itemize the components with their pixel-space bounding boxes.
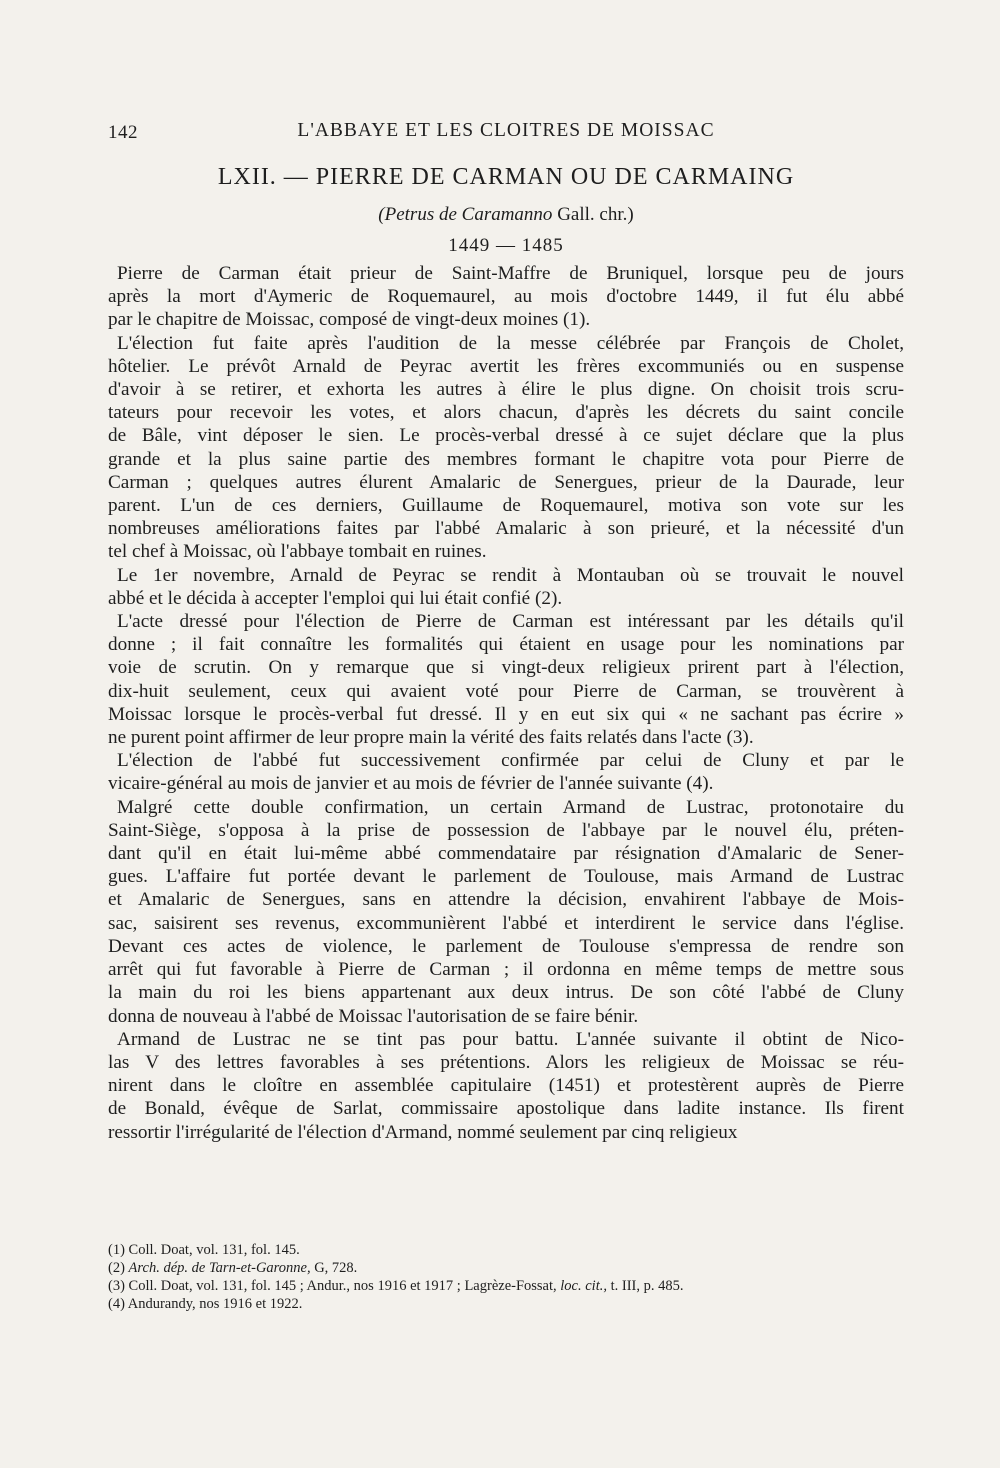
running-header xyxy=(108,118,904,146)
text-line: dix-huit seulement, ceux qui avaient voté pour Pierre de Carman, se trouvèrent à xyxy=(108,680,904,702)
footnote-italic: Arch. dép. de Tarn-et-Garonne, xyxy=(128,1260,311,1276)
text-line: tel chef à Moissac, où l'abbaye tombait en ruines. xyxy=(108,541,487,563)
footnote-text: t. III, p. 485. xyxy=(607,1278,684,1294)
paragraph xyxy=(108,796,904,1028)
text-line: dant qu'il en était lui-même abbé commendataire par résignation d'Amalaric de Sener- xyxy=(108,843,904,865)
paragraph xyxy=(108,332,904,564)
text-line: donne ; il fait connaître les formalités qui étaient en usage pour les nominations par xyxy=(108,634,904,656)
footnote xyxy=(108,1295,904,1313)
body-text xyxy=(108,262,904,1144)
text-line: hôtelier. Le prévôt Arnald de Peyrac avertit les frères excommuniés ou en suspense xyxy=(108,355,904,377)
text-line: grande et la plus saine partie des membres formant le chapitre vota pour Pierre de xyxy=(108,448,904,470)
text-line: gues. L'affaire fut portée devant le parlement de Toulouse, mais Armand de Lustrac xyxy=(108,866,904,888)
text-line: L'acte dressé pour l'élection de Pierre de Carman est intéressant par les détails qu'il xyxy=(117,611,904,633)
text-line: Malgré cette double confirmation, un certain Armand de Lustrac, protonotaire du xyxy=(117,796,904,818)
chapter-title: LXII. — PIERRE DE CARMAN OU DE CARMAING xyxy=(217,164,795,190)
text-line: Devant ces actes de violence, le parlement de Toulouse s'empressa de rendre son xyxy=(108,935,904,957)
footnote-text: (3) Coll. Doat, vol. 131, fol. 145 ; Andur., nos 1916 et 1917 ; Lagrèze-Fossat, xyxy=(108,1278,561,1294)
text-line: nombreuses améliorations faites par l'abbé Amalaric à son prieuré, et la nécessité d'un xyxy=(108,518,904,540)
text-line: abbé et le décida à accepter l'emploi qui lui était confié (2). xyxy=(108,587,563,609)
text-line: las V des lettres favorables à ses prétentions. Alors les religieux de Moissac se réu- xyxy=(108,1051,904,1073)
text-line: et Amalaric de Senergues, sans en attendre la décision, envahirent l'abbaye de Mois- xyxy=(108,889,904,911)
text-line: d'avoir à se retirer, et exhorta les autres à élire le plus digne. On choisit trois scru- xyxy=(108,379,904,401)
footnote-italic: loc. cit., xyxy=(560,1278,607,1294)
footnote xyxy=(108,1241,904,1259)
running-title: L'ABBAYE ET LES CLOITRES DE MOISSAC xyxy=(297,120,715,141)
text-line: Armand de Lustrac ne se tint pas pour battu. L'année suivante il obtint de Nico- xyxy=(117,1028,904,1050)
footnotes xyxy=(108,1241,904,1313)
text-line: L'élection fut faite après l'audition de la messe célébrée par François de Cholet, xyxy=(117,332,904,354)
text-line: ressortir l'irrégularité de l'élection d'Armand, nommé seulement par cinq religieux xyxy=(108,1121,738,1143)
text-line: Saint-Siège, s'opposa à la prise de possession de l'abbaye par le nouvel élu, préten- xyxy=(108,819,904,841)
footnote xyxy=(108,1277,904,1295)
text-line: de Bâle, vint déposer le sien. Le procès-verbal dressé à ce sujet déclare que la plus xyxy=(108,425,904,447)
text-line: Pierre de Carman était prieur de Saint-Maffre de Bruniquel, lorsque peu de jours xyxy=(117,263,904,284)
text-line: ne purent point affirmer de leur propre main la vérité des faits relatés dans l'acte (3). xyxy=(108,727,754,749)
text-line: vicaire-général au mois de janvier et au mois de février de l'année suivante (4). xyxy=(108,773,714,795)
text-line: voie de scrutin. On y remarque que si vingt-deux religieux prirent part à l'élection, xyxy=(108,657,904,679)
text-line: parent. L'un de ces derniers, Guillaume de Roquemaurel, motiva son vote sur les xyxy=(108,495,904,517)
footnote-text: (2) xyxy=(108,1260,129,1276)
chapter-dates: 1449 — 1485 xyxy=(448,235,564,256)
paragraph xyxy=(108,1028,904,1144)
paragraph xyxy=(108,564,904,610)
footnote xyxy=(108,1259,904,1277)
chapter-subtitle xyxy=(108,204,904,226)
paragraph xyxy=(108,749,904,795)
text-line: par le chapitre de Moissac, composé de vingt-deux moines (1). xyxy=(108,309,591,331)
text-line: nirent dans le cloître en assemblée capitulaire (1451) et protestèrent auprès de Pierre xyxy=(108,1075,904,1097)
text-line: après la mort d'Aymeric de Roquemaurel, au mois d'octobre 1449, il fut élu abbé xyxy=(108,286,904,308)
text-line: donna de nouveau à l'abbé de Moissac l'autorisation de se faire bénir. xyxy=(108,1005,639,1027)
text-line: L'élection de l'abbé fut successivement confirmée par celui de Cluny et par le xyxy=(117,750,904,772)
footnote-text: (1) Coll. Doat, vol. 131, fol. 145. xyxy=(108,1242,300,1258)
paragraph xyxy=(108,610,904,749)
text-line: sac, saisirent ses revenus, excommunièrent l'abbé et interdirent le service dans l'église. xyxy=(108,912,904,934)
footnote-text: (4) Andurandy, nos 1916 et 1922. xyxy=(108,1296,303,1312)
subtitle-latin-name: (Petrus de Caramanno xyxy=(378,204,553,225)
text-line: tateurs pour recevoir les votes, et alors chacun, d'après les décrets du saint concile xyxy=(108,402,904,424)
page-number: 142 xyxy=(108,122,138,143)
subtitle-source: Gall. chr.) xyxy=(552,204,634,225)
footnote-text: G, 728. xyxy=(310,1260,358,1276)
text-line: de Bonald, évêque de Sarlat, commissaire apostolique dans ladite instance. Ils firent xyxy=(108,1098,904,1120)
text-line: Carman ; quelques autres élurent Amalaric de Senergues, prieur de la Daurade, leur xyxy=(108,471,904,493)
text-line: Le 1er novembre, Arnald de Peyrac se rendit à Montauban où se trouvait le nouvel xyxy=(117,564,904,586)
text-line: arrêt qui fut favorable à Pierre de Carman ; il ordonna en même temps de mettre sous xyxy=(108,959,904,981)
paragraph xyxy=(108,262,904,332)
text-line: la main du roi les biens appartenant aux deux intrus. De son côté l'abbé de Cluny xyxy=(108,982,904,1004)
text-line: Moissac lorsque le procès-verbal fut dressé. Il y en eut six qui « ne sachant pas écrire » xyxy=(108,703,904,725)
